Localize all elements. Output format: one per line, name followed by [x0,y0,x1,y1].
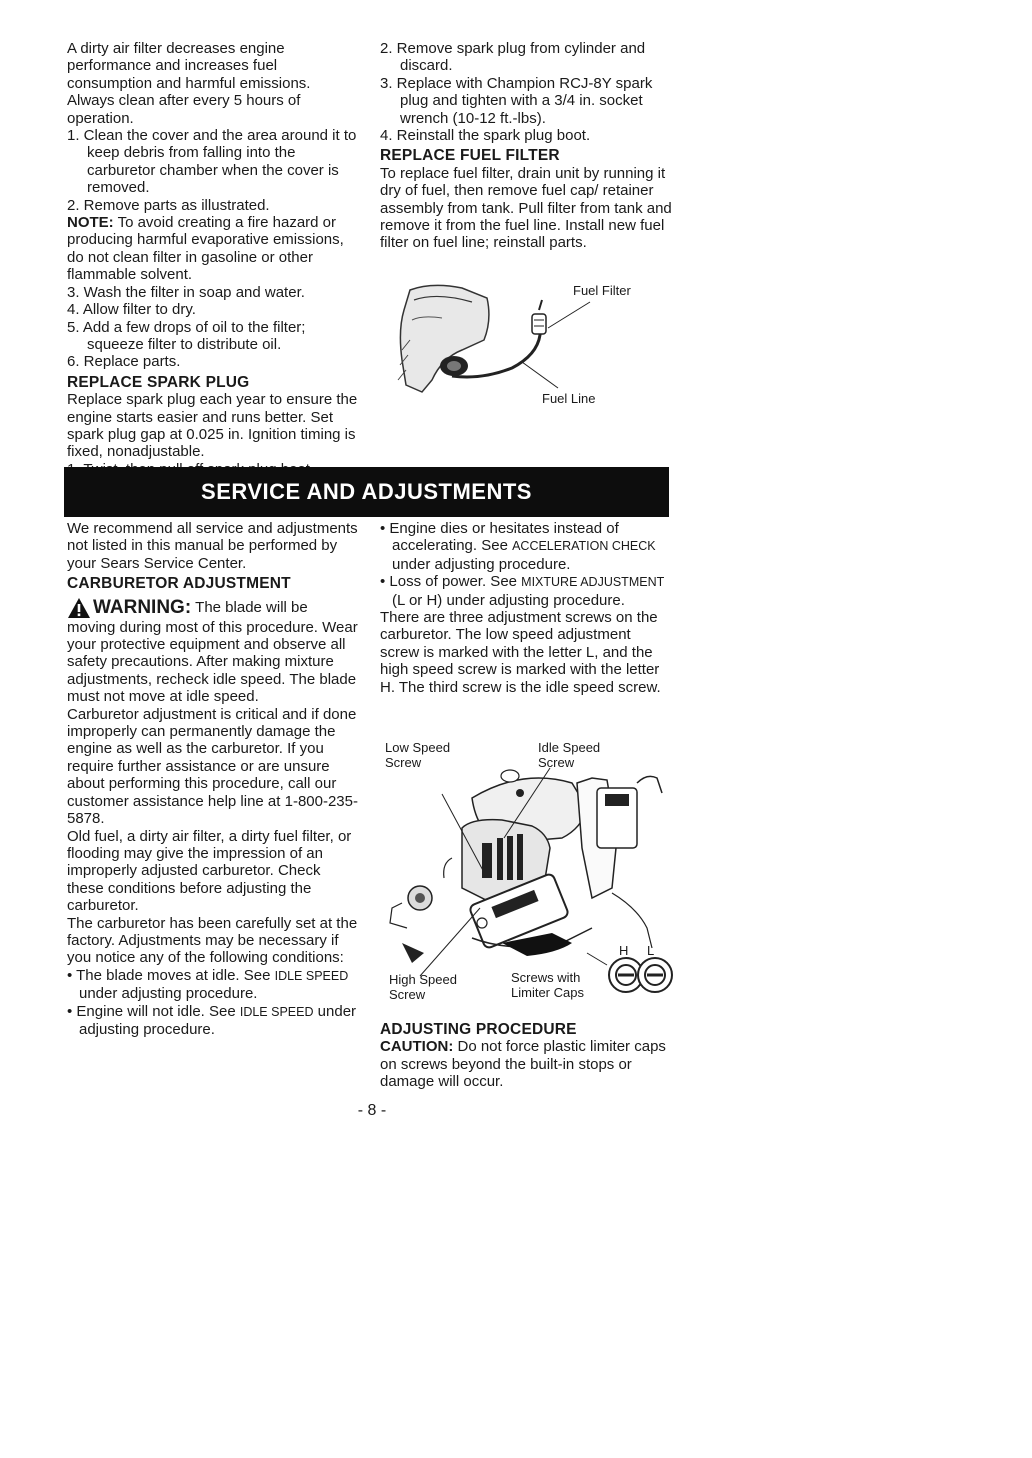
note-label: NOTE: [67,214,114,232]
xref-idle-speed-1: IDLE SPEED [274,968,349,983]
air-filter-step-5: 5. Add a few drops of oil to the filter; squeeze filter to distribute oil. [67,318,306,353]
label-high-speed-screw: High Speed Screw [389,972,457,1002]
right-column-bottom [380,520,672,696]
air-filter-step-6: 6. Replace parts. [67,353,181,371]
warning-first: The blade will be [195,598,308,616]
adjusting-procedure-block [380,1018,672,1091]
fuel-filter-illustration [392,280,662,410]
carburetor-figure [382,738,682,1008]
condition-bullet-3: • Engine dies or hesitates instead of accelerating. See ACCELERATION CHECK under adjusting procedure. [380,520,656,573]
note-text: To avoid creating a fire hazard or producing harmful evaporative emissions, do not clean filter in gasoline or other flammable solvent. [67,214,344,284]
label-screws-with-limiter-caps: Screws with Limiter Caps [511,970,584,1000]
condition-bullet-1: • The blade moves at idle. See IDLE SPEED under adjusting procedure. [67,966,349,1003]
spark-plug-heading: REPLACE SPARK PLUG [67,373,250,391]
air-filter-intro: A dirty air filter decreases engine performance and increases fuel consumption and harmful emissions. Always clean after every 5 hours of operation. [67,40,311,127]
fuel-filter-figure [392,280,662,410]
carburetor-para-2: Carburetor adjustment is critical and if done improperly can permanently damage the engine as well as the carburetor. If you require further assistance or are unsure about performing this procedure, call our customer assistance help line at 1-800-235-5878. [67,705,358,828]
spark-plug-step-2: 2. Remove spark plug from cylinder and discard. [380,40,646,75]
carburetor-heading: CARBURETOR ADJUSTMENT [67,575,291,593]
section-banner: SERVICE AND ADJUSTMENTS [64,467,669,517]
air-filter-step-4: 4. Allow filter to dry. [67,301,196,319]
caution-label: CAUTION: [380,1038,454,1056]
air-filter-step-1: 1. Clean the cover and the area around it to keep debris from falling into the carburetor chamber when the cover is removed. [67,127,357,197]
xref-idle-speed-2: IDLE SPEED [239,1004,314,1019]
spark-plug-text: Replace spark plug each year to ensure the engine starts easier and runs better. Set spark plug gap at 0.025 in. Ignition timing is fixed, nonadjustable. [67,391,358,461]
carburetor-illustration [382,738,682,1008]
warning-line [67,597,359,619]
left-column-top [67,40,359,478]
warning-triangle-icon [67,597,91,619]
label-low-speed-screw: Low Speed Screw [385,740,451,770]
label-idle-speed-screw: Idle Speed Screw [538,740,601,770]
caution-paragraph [380,1038,672,1090]
label-fuel-line: Fuel Line [542,391,596,406]
carburetor-para-4: The carburetor has been carefully set at the factory. Adjustments may be necessary if you notice any of the following conditions: [67,914,358,967]
warning-label: WARNING: [93,596,192,618]
label-fuel-filter: Fuel Filter [573,283,631,298]
spark-plug-step-4: 4. Reinstall the spark plug boot. [380,127,591,145]
air-filter-step-3: 3. Wash the filter in soap and water. [67,283,305,301]
caution-text: Do not force plastic limiter caps on screws beyond the built-in stops or damage will occur. [380,1038,666,1091]
left-column-bottom [67,520,359,1038]
air-filter-step-2: 2. Remove parts as illustrated. [67,196,270,214]
condition-bullet-4: • Loss of power. See MIXTURE ADJUSTMENT (L or H) under adjusting procedure. [380,573,665,609]
label-h: H [619,943,629,958]
xref-acceleration-check: ACCELERATION CHECK [512,539,656,554]
condition-bullet-2: • Engine will not idle. See IDLE SPEED under adjusting procedure. [67,1002,357,1038]
adjusting-procedure-heading: ADJUSTING PROCEDURE [380,1021,577,1038]
warning-text: moving during most of this procedure. Wear your protective equipment and observe all safety precautions. After making mixture adjustments, recheck idle speed. The blade must not move at idle speed. [67,618,358,706]
note-paragraph [67,214,359,284]
fuel-filter-heading: REPLACE FUEL FILTER [380,147,560,165]
label-l: L [647,943,655,958]
page-number: - 8 - [357,1102,387,1119]
xref-mixture-adjustment: MIXTURE ADJUSTMENT [521,575,665,590]
carburetor-para-3: Old fuel, a dirty air filter, a dirty fuel filter, or flooding may give the impression of an improperly adjusted carburetor. Check these conditions before adjusting the carburetor. [67,827,352,915]
spark-plug-step-3: 3. Replace with Champion RCJ-8Y spark plug and tighten with a 3/4 in. socket wrench (10-12 ft.-lbs). [380,74,653,127]
service-intro: We recommend all service and adjustments not listed in this manual be performed by your Sears Service Center. [67,520,358,572]
fuel-filter-text: To replace fuel filter, drain unit by running it dry of fuel, then remove fuel cap/ retainer assembly from tank. Pull filter from tank and remove it from the fuel line. Install new fuel filter on fuel line; reinstall parts. [380,164,672,252]
right-column-top [380,40,672,252]
screws-paragraph: There are three adjustment screws on the carburetor. The low speed adjustment screw is marked with the letter L, and the high speed screw is marked with the letter H. The third screw is the idle speed screw. [380,609,661,696]
